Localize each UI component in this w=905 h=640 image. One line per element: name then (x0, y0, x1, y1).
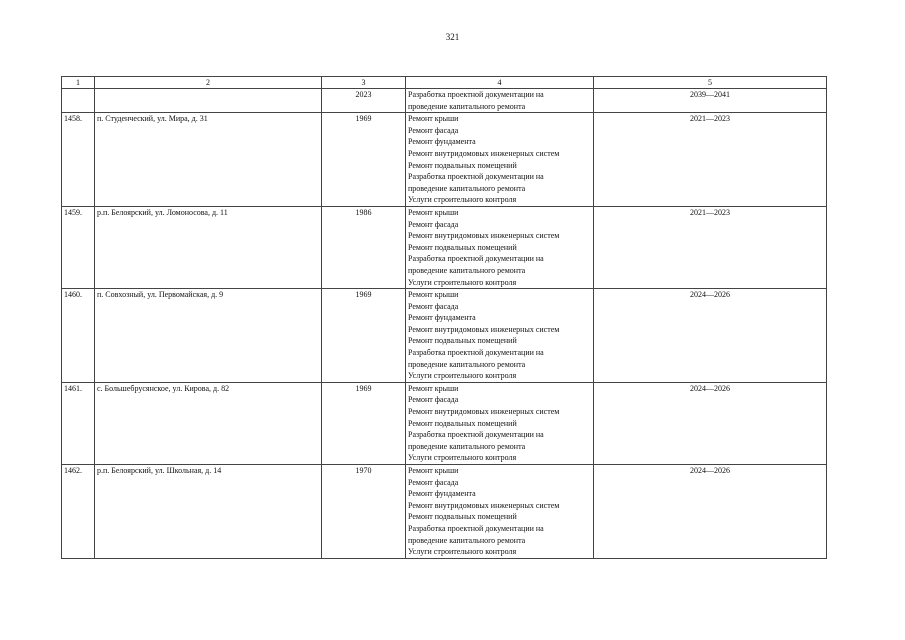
page-number: 321 (445, 32, 460, 42)
address-cell: р.п. Белоярский, ул. Ломоносова, д. 11 (95, 206, 322, 288)
table-row (62, 89, 827, 113)
period-cell: 2024—2026 (594, 382, 827, 464)
row-number-cell: 1461. (62, 382, 95, 464)
work-item: Услуги строительного контроля (408, 453, 517, 463)
work-item: Ремонт подвальных помещений (408, 242, 517, 252)
work-item: Ремонт фасада (408, 477, 459, 487)
table-row (62, 465, 827, 559)
year-cell: 1969 (322, 382, 406, 464)
work-item: проведение капитального ремонта (408, 101, 526, 111)
address-cell (95, 89, 322, 113)
work-item: Ремонт крыши (408, 207, 459, 217)
works-cell (406, 289, 594, 383)
work-item: Ремонт фундамента (408, 489, 476, 499)
work-item: Ремонт фундамента (408, 137, 476, 147)
work-item: Ремонт крыши (408, 290, 459, 300)
table-row (62, 289, 827, 383)
column-header-4: 4 (406, 77, 594, 89)
work-item: Ремонт внутридомовых инженерных систем (408, 500, 560, 510)
works-cell (406, 206, 594, 288)
row-number-cell: 1458. (62, 113, 95, 207)
row-number-cell: 1462. (62, 465, 95, 559)
year-cell: 1986 (322, 206, 406, 288)
work-item: Ремонт внутридомовых инженерных систем (408, 148, 560, 158)
row-number-cell (62, 89, 95, 113)
table-row (62, 206, 827, 288)
work-item: Услуги строительного контроля (408, 547, 517, 557)
work-item: Услуги строительного контроля (408, 195, 517, 205)
works-cell (406, 465, 594, 559)
work-item: Ремонт подвальных помещений (408, 418, 517, 428)
period-cell: 2024—2026 (594, 465, 827, 559)
row-number-cell: 1460. (62, 289, 95, 383)
works-cell (406, 89, 594, 113)
table-row (62, 382, 827, 464)
work-item: Ремонт внутридомовых инженерных систем (408, 324, 560, 334)
work-item: Разработка проектной документации на (408, 523, 544, 533)
period-cell: 2039—2041 (594, 89, 827, 113)
year-cell: 1969 (322, 113, 406, 207)
works-cell (406, 382, 594, 464)
work-item: Ремонт внутридомовых инженерных систем (408, 407, 560, 417)
period-cell: 2021—2023 (594, 206, 827, 288)
work-item: Ремонт подвальных помещений (408, 512, 517, 522)
work-item: проведение капитального ремонта (408, 441, 526, 451)
works-cell (406, 113, 594, 207)
work-item: Ремонт крыши (408, 383, 459, 393)
work-item: Ремонт внутридомовых инженерных систем (408, 231, 560, 241)
year-cell: 2023 (322, 89, 406, 113)
work-item: Ремонт фасада (408, 219, 459, 229)
work-item: проведение капитального ремонта (408, 183, 526, 193)
column-header-3: 3 (322, 77, 406, 89)
work-item: Разработка проектной документации на (408, 348, 544, 358)
work-item: Ремонт подвальных помещений (408, 160, 517, 170)
work-item: Разработка проектной документации на (408, 172, 544, 182)
row-number-cell: 1459. (62, 206, 95, 288)
column-header-2: 2 (95, 77, 322, 89)
work-item: проведение капитального ремонта (408, 265, 526, 275)
table-body (62, 77, 827, 559)
work-item: Ремонт подвальных помещений (408, 336, 517, 346)
repair-schedule-table (61, 76, 827, 559)
column-header-1: 1 (62, 77, 95, 89)
year-cell: 1970 (322, 465, 406, 559)
column-number-row (62, 77, 827, 89)
address-cell: р.п. Белоярский, ул. Школьная, д. 14 (95, 465, 322, 559)
address-cell: с. Большебрусянское, ул. Кирова, д. 82 (95, 382, 322, 464)
work-item: Ремонт фасада (408, 125, 459, 135)
work-item: Ремонт фундамента (408, 313, 476, 323)
address-cell: п. Совхозный, ул. Первомайская, д. 9 (95, 289, 322, 383)
period-cell: 2024—2026 (594, 289, 827, 383)
work-item: Разработка проектной документации на (408, 430, 544, 440)
work-item: проведение капитального ремонта (408, 535, 526, 545)
work-item: Разработка проектной документации на (408, 90, 544, 99)
period-cell: 2021—2023 (594, 113, 827, 207)
work-item: Ремонт крыши (408, 466, 459, 475)
year-cell: 1969 (322, 289, 406, 383)
table-row (62, 113, 827, 207)
work-item: проведение капитального ремонта (408, 359, 526, 369)
work-item: Ремонт крыши (408, 114, 459, 124)
work-item: Ремонт фасада (408, 301, 459, 311)
work-item: Услуги строительного контроля (408, 371, 517, 381)
address-cell: п. Студенческий, ул. Мира, д. 31 (95, 113, 322, 207)
work-item: Ремонт фасада (408, 395, 459, 405)
work-item: Разработка проектной документации на (408, 254, 544, 264)
column-header-5: 5 (594, 77, 827, 89)
work-item: Услуги строительного контроля (408, 277, 517, 287)
